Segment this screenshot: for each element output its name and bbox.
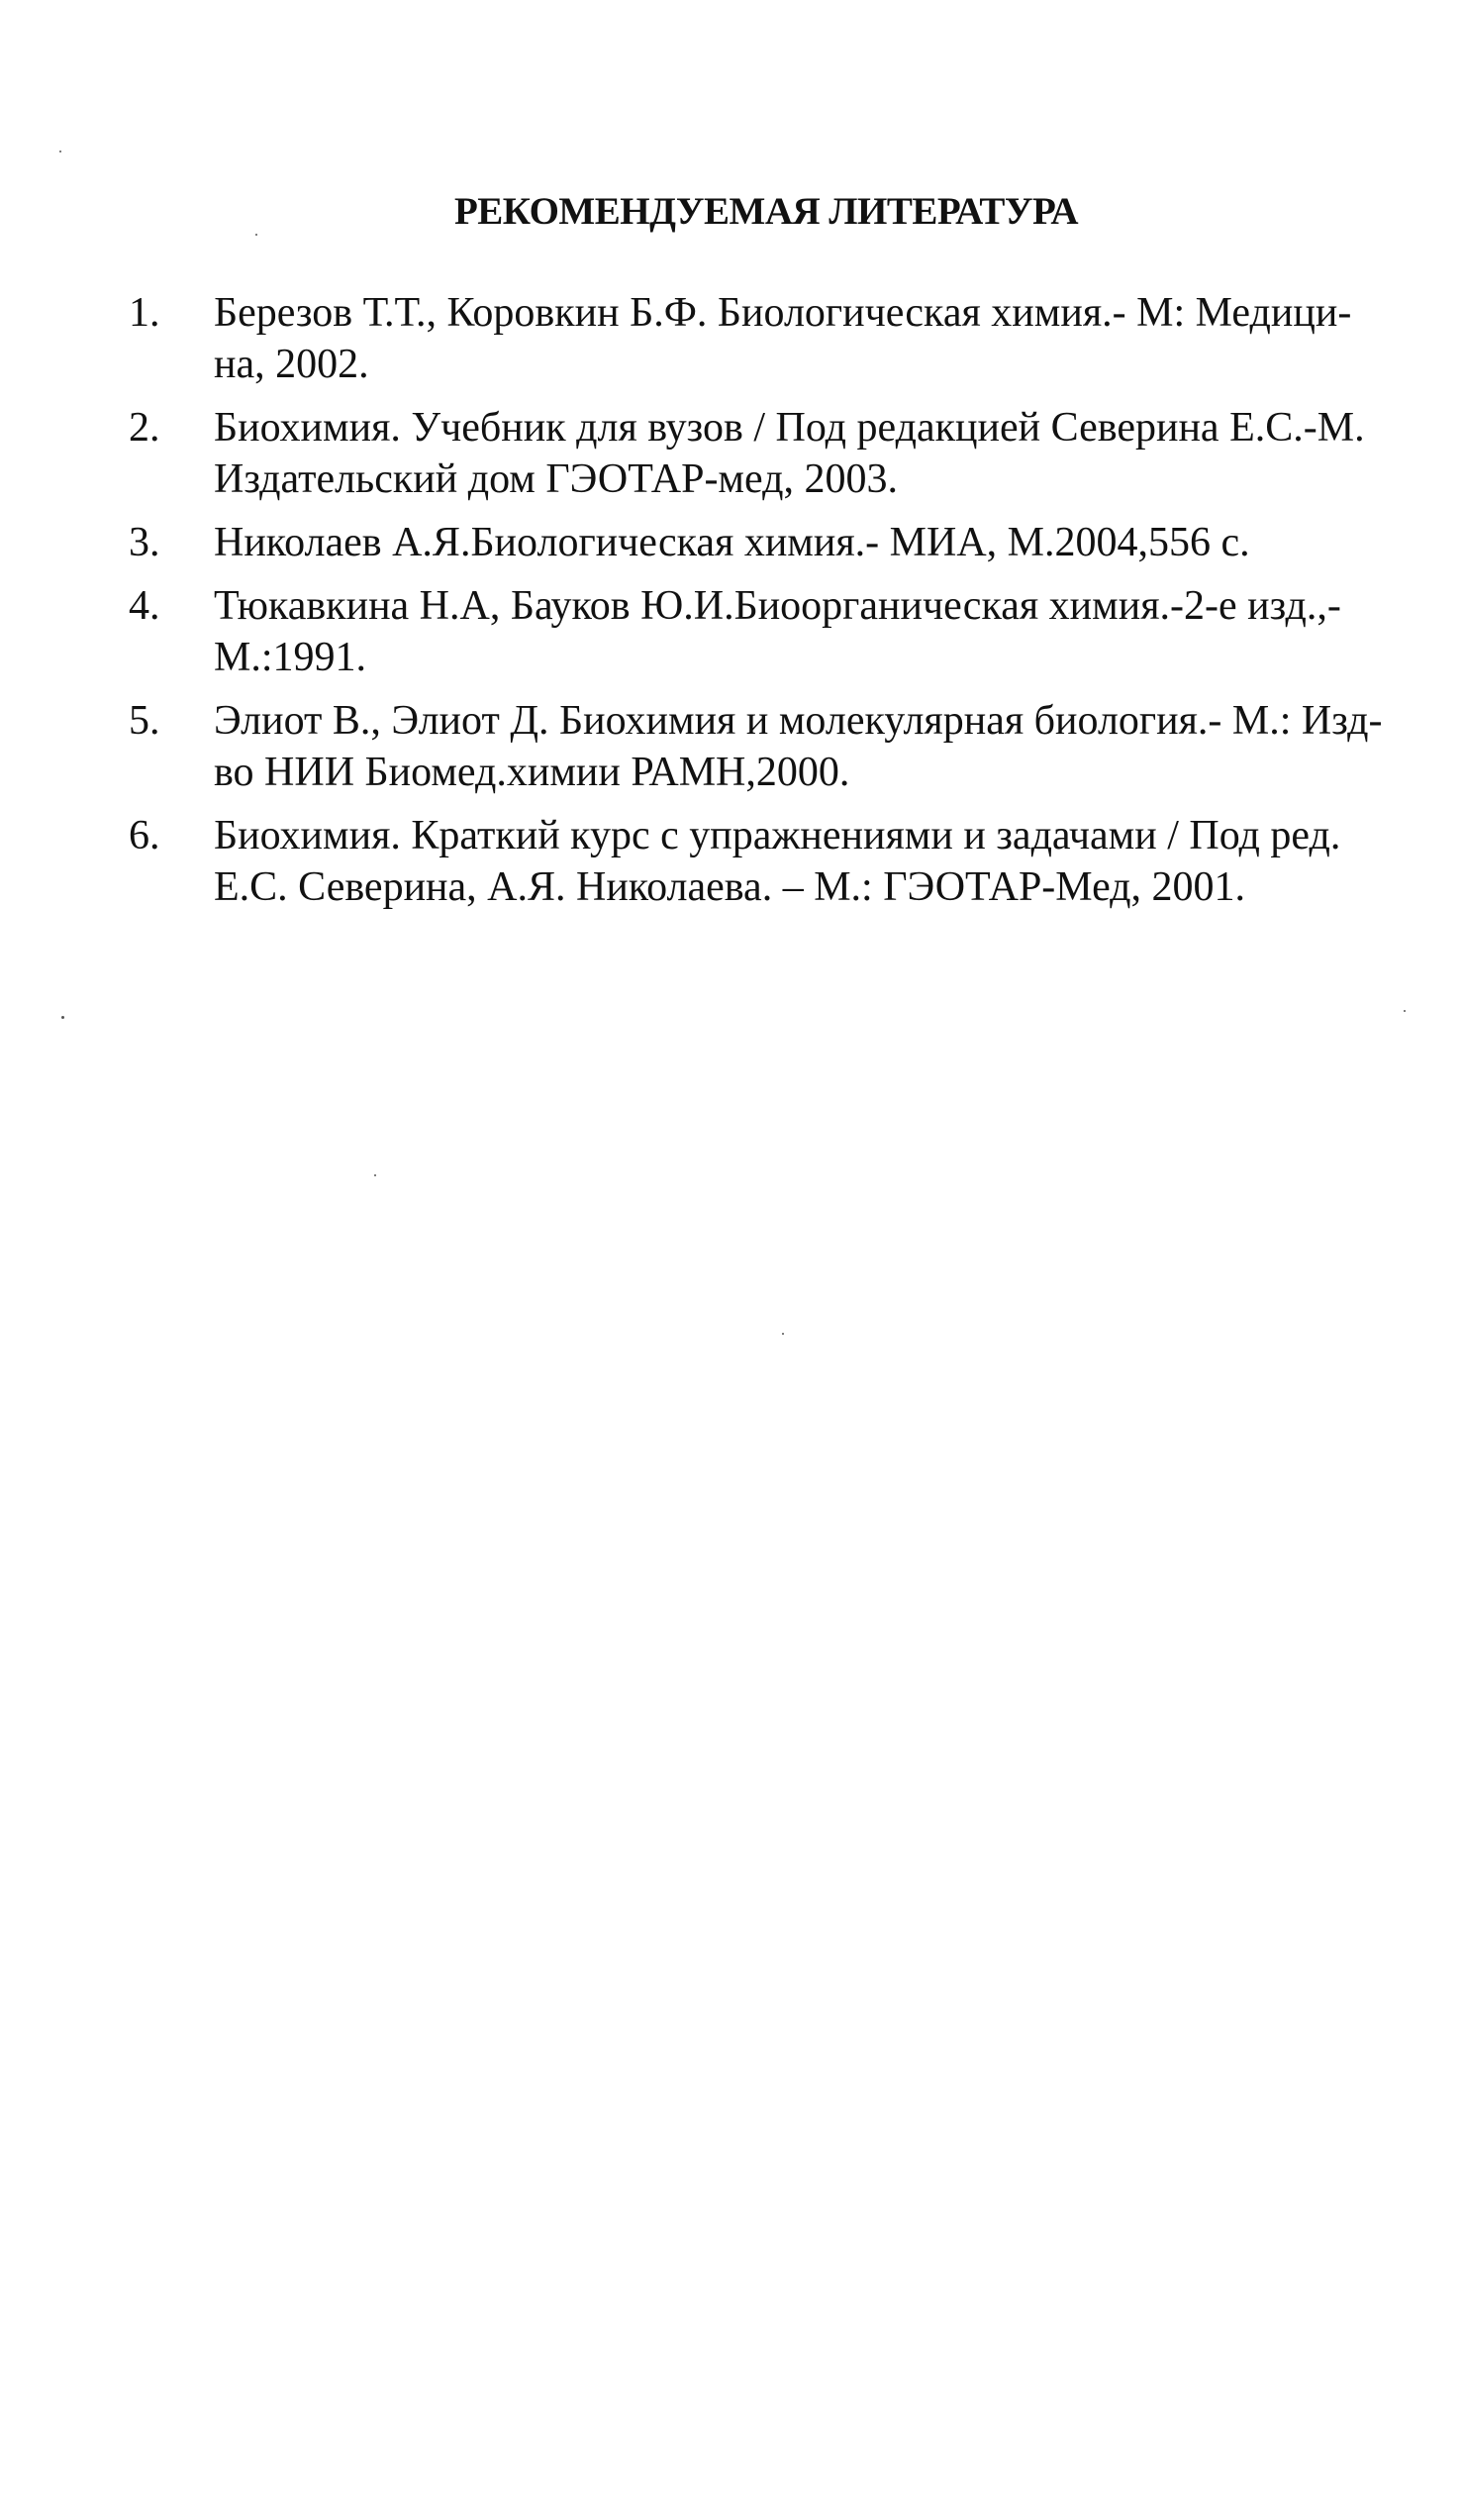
page-title: РЕКОМЕНДУЕМАЯ ЛИТЕРАТУРА <box>453 190 1079 233</box>
scan-speck <box>374 1174 376 1176</box>
reference-number: 3. <box>129 520 160 565</box>
reference-line: Тюкавкина Н.А, Бауков Ю.И.Биоорганическая химия.-2-е изд.,- <box>214 583 1341 629</box>
reference-line: Биохимия. Учебник для вузов / Под редакцией Северина Е.С.-М. <box>214 405 1365 451</box>
reference-item-6 <box>129 810 1406 913</box>
reference-item-1 <box>129 287 1406 390</box>
reference-number: 1. <box>129 290 160 336</box>
reference-number: 5. <box>129 698 160 744</box>
reference-item-2 <box>129 402 1406 505</box>
reference-number: 4. <box>129 583 160 629</box>
reference-item-4 <box>129 580 1406 683</box>
reference-list <box>129 287 1406 925</box>
reference-line: на, 2002. <box>214 342 369 387</box>
reference-line: Биохимия. Краткий курс с упражнениями и задачами / Под ред. <box>214 813 1341 858</box>
reference-line: во НИИ Биомед.химии РАМН,2000. <box>214 750 850 795</box>
reference-item-5 <box>129 695 1406 798</box>
reference-number: 6. <box>129 813 160 858</box>
reference-line: Е.С. Северина, А.Я. Николаева. – М.: ГЭОТАР-Мед, 2001. <box>214 864 1246 910</box>
reference-line: Николаев А.Я.Биологическая химия.- МИА, М.2004,556 с. <box>214 520 1250 565</box>
reference-number: 2. <box>129 405 160 451</box>
reference-line: Березов Т.Т., Коровкин Б.Ф. Биологическая химия.- М: Медици- <box>214 290 1352 336</box>
scan-speck <box>1404 1010 1406 1012</box>
reference-line: Издательский дом ГЭОТАР-мед, 2003. <box>214 456 898 502</box>
reference-item-3 <box>129 517 1406 568</box>
scan-speck <box>255 234 257 236</box>
reference-line: М.:1991. <box>214 635 367 680</box>
scan-speck <box>59 151 61 152</box>
scan-speck <box>782 1333 784 1335</box>
reference-line: Элиот В., Элиот Д. Биохимия и молекулярная биология.- М.: Изд- <box>214 698 1383 744</box>
scan-speck <box>61 1016 64 1019</box>
